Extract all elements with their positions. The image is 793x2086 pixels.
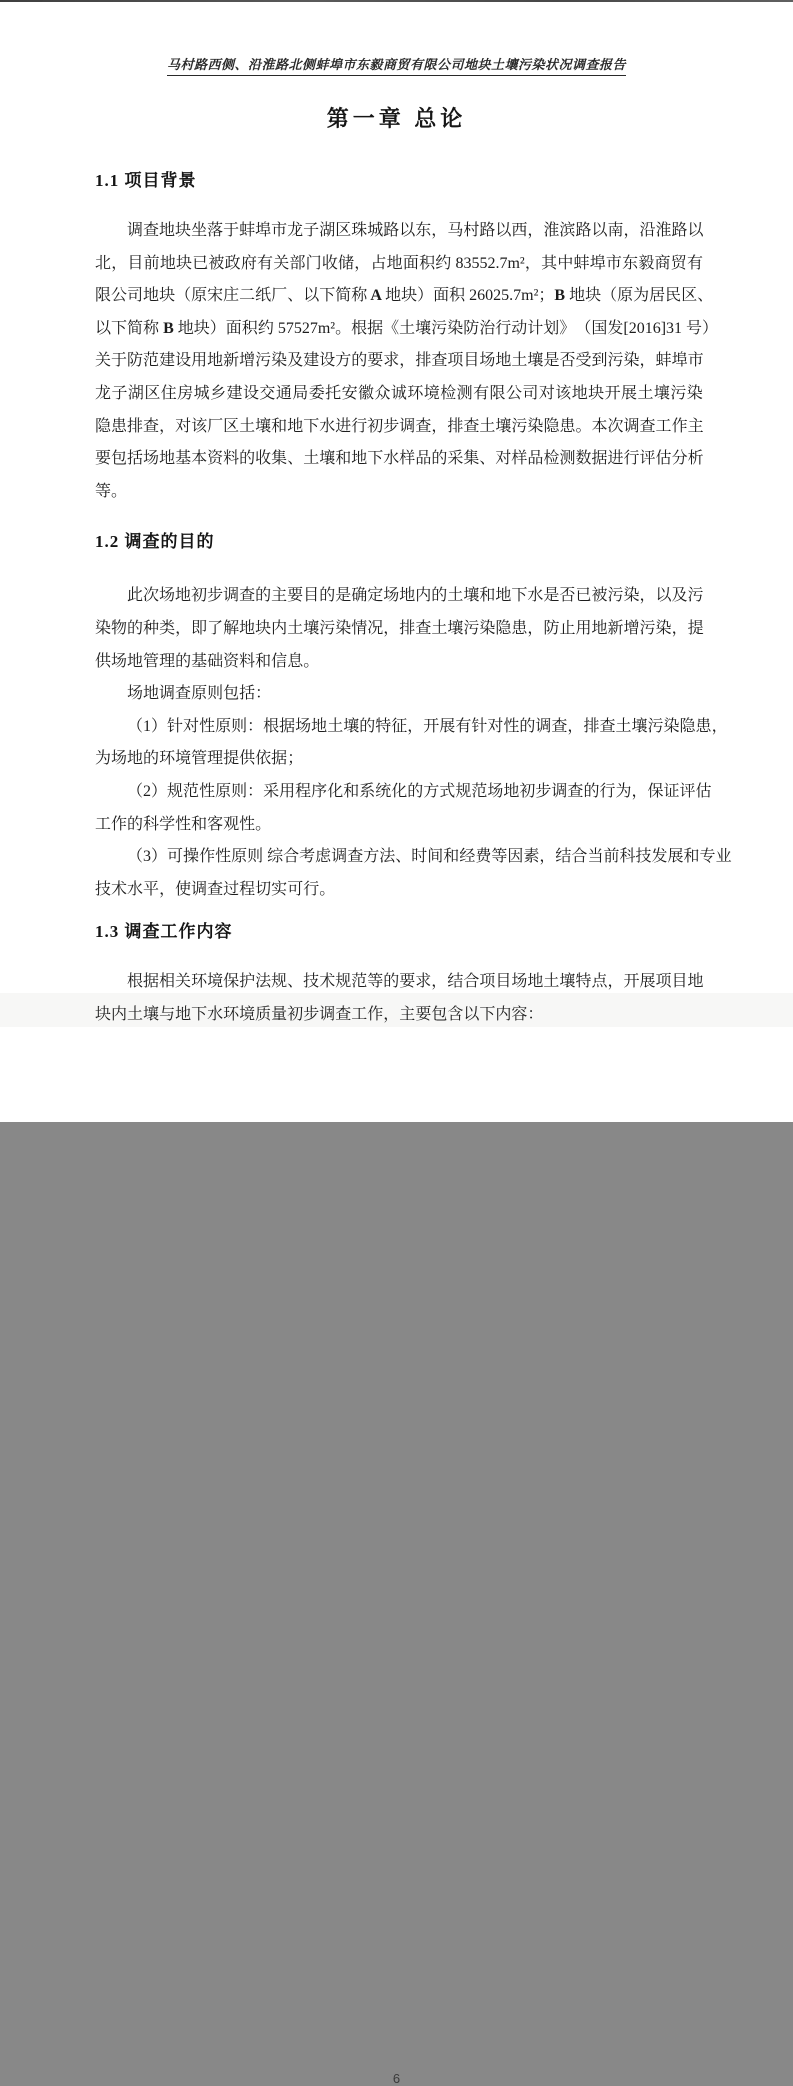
text-line: 场 地 调 查 原 则 包 括 ：: [127, 685, 272, 703]
text-line: 技 术 水 平 ， 使 调 查 过 程 切 实 可 行 。: [95, 880, 336, 898]
section-heading: 1.2 调查的目的: [95, 532, 215, 552]
text-line: 为 场 地 的 环 境 管 理 提 供 依 据 ；: [95, 750, 304, 768]
text-line: 块 内 土 壤 与 地 下 水 环 境 质 量 初 步 调 查 工 作 ， 主 要 包 含 以 下 内 容 ：: [95, 1005, 544, 1023]
page-number: 6: [392, 2071, 401, 2086]
text-line: 以 下 简 称 B 地 块 ） 面 积 约 57527m² 。 根 据 《 土 壤 污 染 防 治 行 动 计 划 》 （ 国 发 [2016]31 号 ）: [95, 319, 719, 337]
text-line: 根 据 相 关 环 境 保 护 法 规 、 技 术 规 范 等 的 要 求 ， 结 合 项 目 场 地 土 壤 特 点 ， 开 展 项 目 地: [127, 973, 704, 991]
paragraph: [95, 680, 703, 713]
paragraph: [95, 778, 712, 843]
text-line: （ 1 ） 针 对 性 原 则 ： 根 据 场 地 土 壤 的 特 征 ， 开 展 有 针 对 性 的 调 查 ， 排 查 土 壤 污 染 隐 患 ，: [127, 717, 728, 735]
paragraph: [95, 217, 719, 510]
paragraph: [95, 713, 728, 778]
text-line: 限 公 司 地 块 （ 原 宋 庄 二 纸 厂 、 以 下 简 称 A 地 块 ） 面 积 26025.7m² ； B 地 块 （ 原 为 居 民 区 、: [95, 287, 714, 305]
text-line: 要 包 括 场 地 基 本 资 料 的 收 集 、 土 壤 和 地 下 水 样 品 的 采 集 、 对 样 品 检 测 数 据 进 行 评 估 分 析: [95, 450, 704, 468]
text-line: 此 次 场 地 初 步 调 查 的 主 要 目 的 是 确 定 场 地 内 的 土 壤 和 地 下 水 是 否 已 被 污 染 ， 以 及 污: [127, 587, 704, 605]
section: [95, 169, 719, 510]
section: [95, 530, 732, 908]
text-line: 龙 子 湖 区 住 房 城 乡 建 设 交 通 局 委 托 安 徽 众 诚 环 境 检 测 有 限 公 司 对 该 地 块 开 展 土 壤 污 染: [95, 384, 703, 402]
section-heading: 1.3 调查工作内容: [95, 922, 233, 942]
text-line: 等 。: [95, 482, 128, 500]
text-line: 染 物 的 种 类 ， 即 了 解 地 块 内 土 壤 污 染 情 况 ， 排 查 土 壤 污 染 隐 患 ， 防 止 用 地 新 增 污 染 ， 提: [95, 619, 704, 637]
chapter-title: 第一章 总论: [326, 106, 467, 131]
text-line: 关 于 防 范 建 设 用 地 新 增 污 染 及 建 设 方 的 要 求 ， 排 查 项 目 场 地 土 壤 是 否 受 到 污 染 ， 蚌 埠 市: [95, 352, 704, 370]
text-line: 调 查 地 块 坐 落 于 蚌 埠 市 龙 子 湖 区 珠 城 路 以 东 ， 马 村 路 以 西 ， 淮 滨 路 以 南 ， 沿 淮 路 以: [127, 222, 704, 239]
document-body: [95, 169, 732, 1033]
running-header-text: 马村路西侧、沿淮路北侧蚌埠市东毅商贸有限公司地块土壤污染状况调查报告: [167, 54, 626, 76]
text-line: 隐 患 排 查 ， 对 该 厂 区 土 壤 和 地 下 水 进 行 初 步 调 查 ， 排 查 土 壤 污 染 隐 患 。 本 次 调 查 工 作 主: [95, 417, 704, 435]
text-line: 供 场 地 管 理 的 基 础 资 料 和 信 息 。: [95, 652, 320, 670]
paragraph: [95, 843, 732, 908]
text-line: （ 3 ） 可 操 作 性 原 则 综 合 考 虑 调 查 方 法 、 时 间 和 经 费 等 因 素 ， 结 合 当 前 科 技 发 展 和 专 业: [127, 848, 732, 866]
paragraph: [95, 582, 703, 680]
paragraph: [95, 968, 703, 1033]
section: [95, 920, 703, 1033]
running-header: [0, 0, 793, 76]
section-heading: 1.1 项目背景: [95, 171, 197, 190]
text-line: （ 2 ） 规 范 性 原 则 ： 采 用 程 序 化 和 系 统 化 的 方 式 规 范 场 地 初 步 调 查 的 行 为 ， 保 证 评 估: [127, 782, 712, 800]
text-line: 工 作 的 科 学 性 和 客 观 性 。: [95, 815, 272, 833]
text-line: 北 ， 目 前 地 块 已 被 政 府 有 关 部 门 收 储 ， 占 地 面 积 约 83552.7m² ， 其 中 蚌 埠 市 东 毅 商 贸 有: [95, 254, 703, 272]
